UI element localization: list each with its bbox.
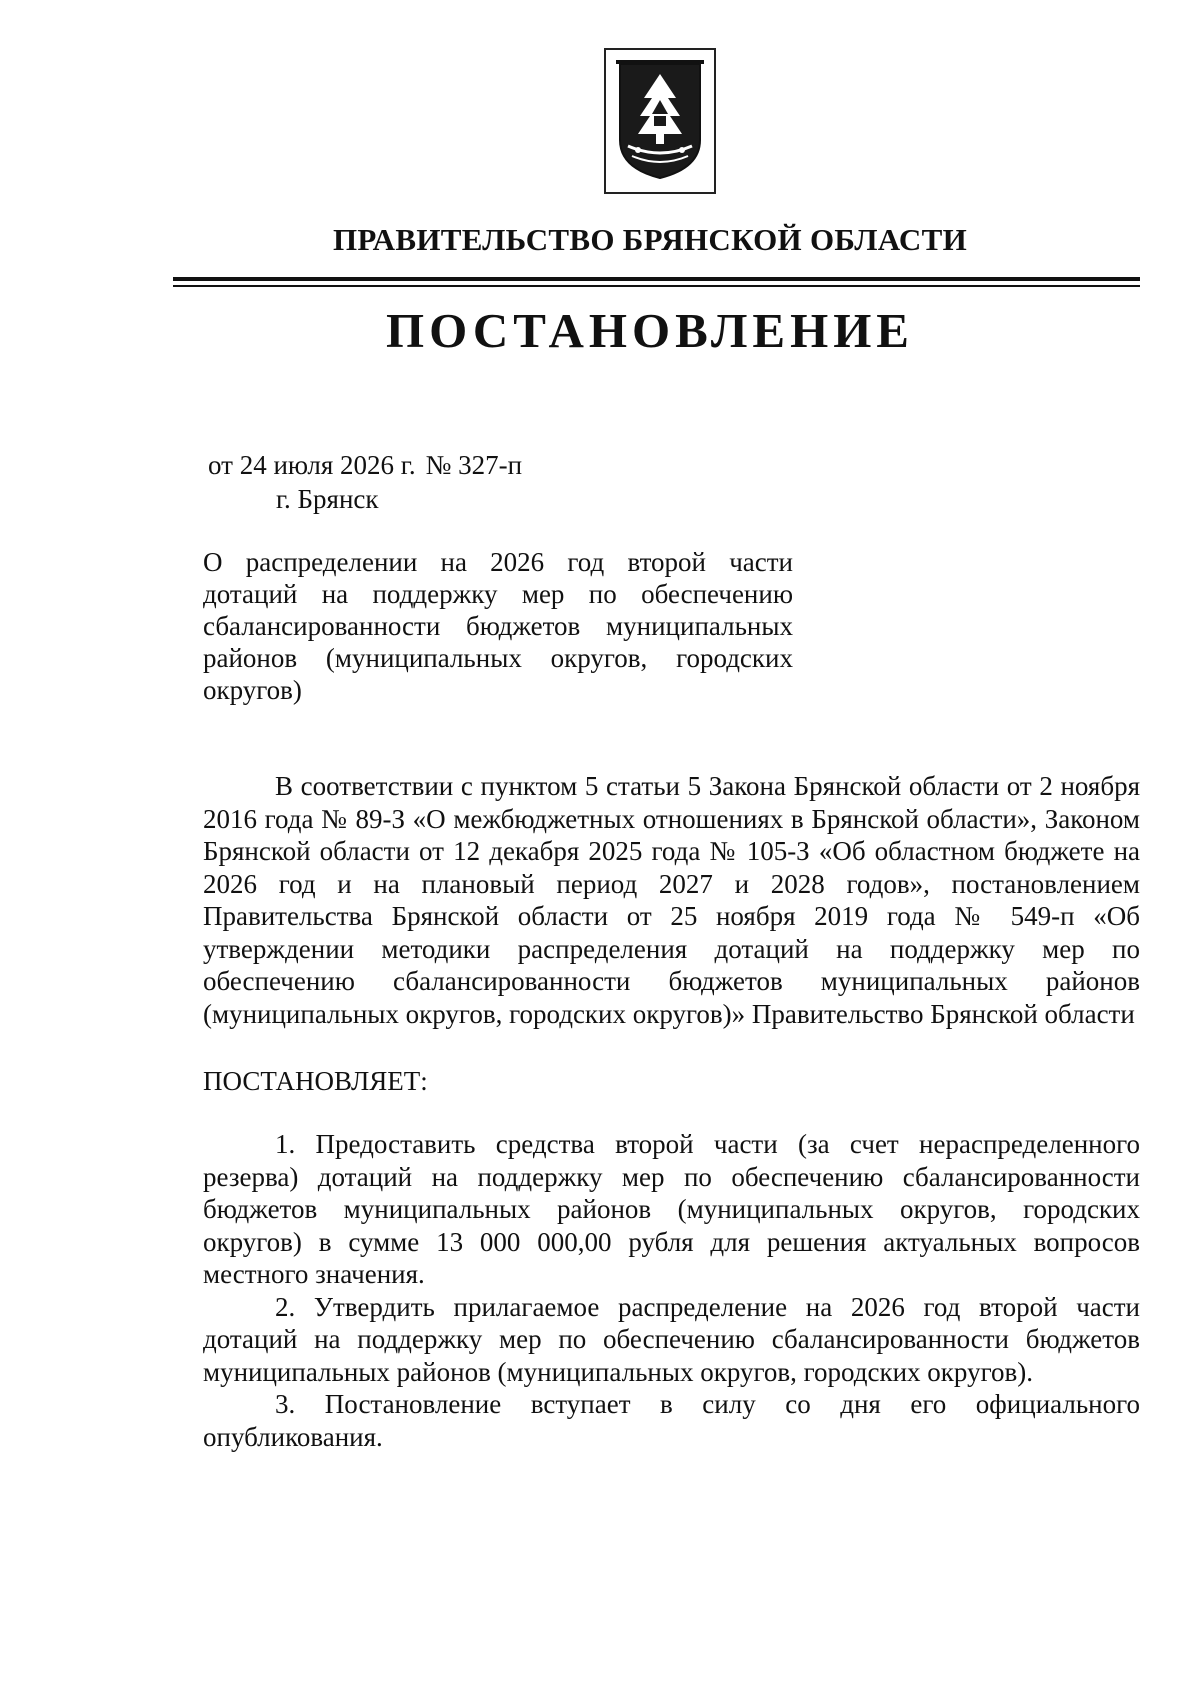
- document-subject: О распределении на 2026 год второй части дотаций на поддержку мер по обеспечению сбалансированности бюджетов муниципальных районов (муниципальных округов, городских округов): [203, 547, 793, 705]
- date-number-line: [208, 450, 532, 481]
- resolution-items: [203, 1128, 1140, 1453]
- header-rule-thick: [173, 277, 1140, 281]
- preamble-block: [203, 770, 1140, 1030]
- resolves-word: ПОСТАНОВЛЯЕТ:: [203, 1066, 428, 1096]
- resolves-block: [203, 1065, 1140, 1098]
- document-number: № 327-п: [425, 450, 523, 480]
- document-city: г. Брянск: [276, 484, 379, 514]
- government-title: ПРАВИТЕЛЬСТВО БРЯНСКОЙ ОБЛАСТИ: [332, 222, 968, 257]
- resolution-item: 3. Постановление вступает в силу со дня его официального опубликования.: [203, 1389, 1140, 1452]
- resolution-item: 1. Предоставить средства второй части (за счет нераспределенного резерва) дотаций на поддержку мер по обеспечению сбалансированности бюджетов муниципальных районов (муниципальных округов, городских округов) в сумме 13 000 000,00 рубля для решения актуальных вопросов местного значения.: [203, 1129, 1140, 1289]
- preamble-paragraph: В соответствии с пунктом 5 статьи 5 Закона Брянской области от 2 ноября 2016 года № 89-З «О межбюджетных отношениях в Брянской области», Законом Брянской области от 12 декабря 2025 года № 105-З «Об областном бюджете на 2026 год и на плановый период 2027 и 2028 годов», постановлением Правительства Брянской области от 25 ноября 2019 года № 549-п «Об утверждении методики распределения дотаций на поддержку мер по обеспечению сбалансированности бюджетов муниципальных районов (муниципальных округов, городских округов)» Правительство Брянской области: [203, 771, 1140, 1029]
- document-date: от 24 июля 2026 г.: [208, 450, 416, 480]
- header-rule-thin: [173, 285, 1140, 287]
- resolution-item: 2. Утвердить прилагаемое распределение на 2026 год второй части дотаций на поддержку мер по обеспечению сбалансированности бюджетов муниципальных районов (муниципальных округов, городских округов).: [203, 1291, 1140, 1387]
- document-type-title: ПОСТАНОВЛЕНИЕ: [386, 303, 914, 358]
- coat-of-arms-icon: [604, 48, 716, 194]
